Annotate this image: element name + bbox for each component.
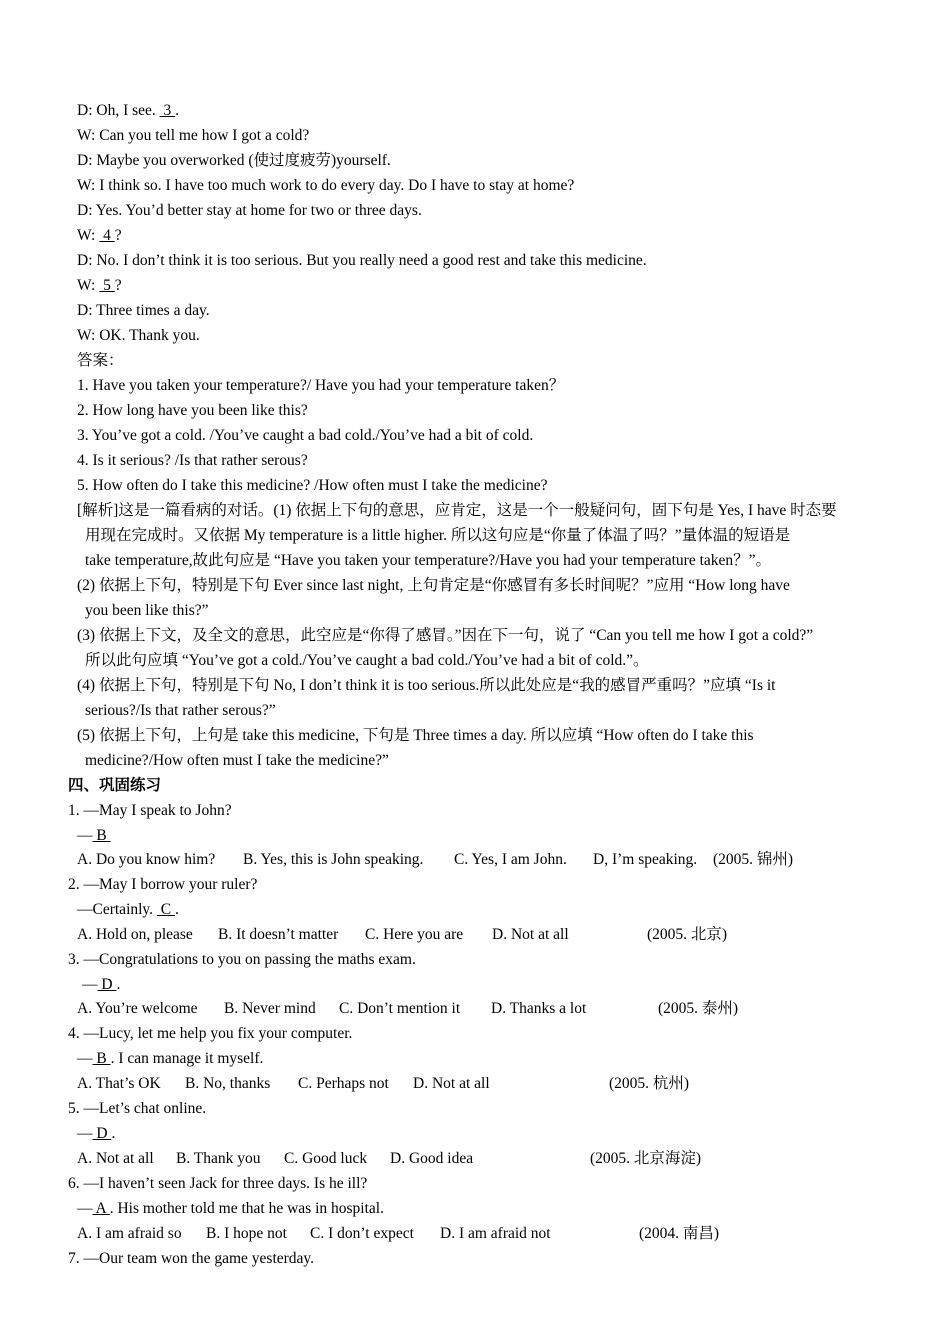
response-text: —	[82, 976, 98, 993]
dialogue-line: D: Yes. You’d better stay at home for two or three days.	[77, 202, 422, 219]
response-line	[77, 826, 111, 846]
response-text: . I can manage it myself.	[110, 1050, 264, 1067]
dialogue-text: .	[175, 102, 180, 119]
response-text: —	[77, 1050, 93, 1067]
dialogue-text: W:	[77, 277, 100, 294]
answer-item: 2. How long have you been like this?	[77, 402, 308, 419]
answer-item: 1. Have you taken your temperature?/ Have you had your temperature taken？	[77, 377, 565, 394]
option: C. Good luck	[284, 1150, 368, 1167]
question: 3. —Congratulations to you on passing the maths exam.	[68, 951, 416, 968]
option: A. Hold on, please	[77, 926, 193, 943]
analysis-line: you been like this?”	[85, 602, 209, 619]
option: C. Don’t mention it	[339, 1000, 461, 1017]
option: D. Thanks a lot	[491, 1000, 587, 1017]
source-tag: (2005. 杭州)	[609, 1075, 690, 1092]
option: A. That’s OK	[77, 1075, 161, 1092]
option: B. No, thanks	[185, 1075, 271, 1092]
response-text: .	[111, 1125, 116, 1142]
option: B. It doesn’t matter	[218, 926, 339, 943]
analysis-line: [解析]这是一篇看病的对话。(1) 依据上下句的意思，应肯定，这是一个一般疑问句，固下句是 Yes, I have 时态要	[77, 502, 837, 519]
dialogue-text: D: Oh, I see.	[77, 102, 160, 119]
source-tag: (2005. 北京)	[647, 926, 728, 943]
answers-heading: 答案：	[77, 352, 124, 369]
source-tag: (2005. 锦州)	[713, 851, 794, 868]
dialogue-text: ?	[114, 277, 122, 294]
response-text: —	[77, 1200, 93, 1217]
answer-blank: 4	[99, 227, 115, 244]
option: A. I am afraid so	[77, 1225, 182, 1242]
question: 2. —May I borrow your ruler?	[68, 876, 258, 893]
analysis-line: (5) 依据上下句，上句是 take this medicine, 下句是 Three times a day. 所以应填 “How often do I take this	[77, 727, 754, 744]
option: C. I don’t expect	[310, 1225, 414, 1242]
analysis-line: 所以此句应填 “You’ve got a cold./You’ve caught a bad cold./You’ve had a bit of cold.”。	[85, 652, 649, 669]
dialogue-text: ?	[114, 227, 122, 244]
analysis-line: serious?/Is that rather serous?”	[85, 702, 276, 719]
source-tag: (2004. 南昌)	[639, 1225, 720, 1242]
answer-item: 5. How often do I take this medicine? /How often must I take the medicine?	[77, 477, 548, 494]
question: 4. —Lucy, let me help you fix your computer.	[68, 1025, 353, 1042]
response-line	[77, 1199, 384, 1219]
option: C. Here you are	[365, 926, 464, 943]
option: A. Do you know him?	[77, 851, 216, 868]
question: 1. —May I speak to John?	[68, 802, 232, 819]
dialogue-line: D: Maybe you overworked (使过度疲劳)yourself.	[77, 152, 391, 169]
option: D, I’m speaking.	[593, 851, 698, 868]
response-text: .	[116, 976, 121, 993]
answer-blank: 3	[159, 102, 176, 119]
analysis-line: 用现在完成时。又依据 My temperature is a little higher. 所以这句应是“你量了体温了吗？”量体温的短语是	[85, 527, 791, 544]
dialogue-line: W: I think so. I have too much work to do every day. Do I have to stay at home?	[77, 177, 575, 194]
option: C. Yes, I am John.	[454, 851, 567, 868]
answer-item: 4. Is it serious? /Is that rather serous?	[77, 452, 308, 469]
analysis-line: (3) 依据上下文，及全文的意思，此空应是“你得了感冒。”因在下一句，说了 “Can you tell me how I got a cold?”	[77, 627, 814, 644]
answer-blank: B	[92, 1050, 111, 1067]
answer-item: 3. You’ve got a cold. /You’ve caught a bad cold./You’ve had a bit of cold.	[77, 427, 534, 444]
analysis-line: medicine?/How often must I take the medicine?”	[85, 752, 389, 769]
dialogue-line: W: OK. Thank you.	[77, 327, 200, 344]
option: A. You’re welcome	[77, 1000, 198, 1017]
response-text: —Certainly.	[77, 901, 157, 918]
option: D. I am afraid not	[440, 1225, 551, 1242]
answer-blank: 5	[99, 277, 115, 294]
dialogue-line: D: Three times a day.	[77, 302, 210, 319]
question: 5. —Let’s chat online.	[68, 1100, 207, 1117]
analysis-line: take temperature,故此句应是 “Have you taken your temperature?/Have you had your temperature taken？”。	[85, 552, 772, 569]
response-line	[77, 900, 179, 920]
dialogue-line	[77, 276, 122, 296]
answer-blank: B	[92, 827, 111, 844]
answer-blank: A	[92, 1200, 110, 1217]
analysis-line: (4) 依据上下句，特别是下句 No, I don’t think it is too serious.所以此处应是“我的感冒严重吗？”应填 “Is it	[77, 677, 776, 694]
response-text: . His mother told me that he was in hospital.	[109, 1200, 384, 1217]
dialogue-line	[77, 226, 122, 246]
dialogue-text: W:	[77, 227, 100, 244]
question: 7. —Our team won the game yesterday.	[68, 1250, 315, 1267]
option: D. Not at all	[492, 926, 569, 943]
response-line	[82, 975, 120, 995]
dialogue-line: D: No. I don’t think it is too serious. But you really need a good rest and take this medicine.	[77, 252, 647, 269]
option: B. Never mind	[224, 1000, 316, 1017]
dialogue-line: W: Can you tell me how I got a cold?	[77, 127, 310, 144]
option: B. I hope not	[206, 1225, 287, 1242]
response-text: —	[77, 827, 93, 844]
answer-blank: D	[97, 976, 117, 993]
section-title: 四、巩固练习	[68, 777, 162, 794]
question: 6. —I haven’t seen Jack for three days. Is he ill?	[68, 1175, 368, 1192]
analysis-line: (2) 依据上下句，特别是下句 Ever since last night, 上句肯定是“你感冒有多长时间呢？”应用 “How long have	[77, 577, 790, 594]
option: D. Not at all	[413, 1075, 490, 1092]
answer-blank: D	[92, 1125, 112, 1142]
response-line	[77, 1049, 263, 1069]
response-line	[77, 1124, 115, 1144]
option: B. Yes, this is John speaking.	[243, 851, 424, 868]
source-tag: (2005. 泰州)	[658, 1000, 739, 1017]
option: D. Good idea	[390, 1150, 474, 1167]
option: C. Perhaps not	[298, 1075, 389, 1092]
source-tag: (2005. 北京海淀)	[590, 1150, 702, 1167]
option: A. Not at all	[77, 1150, 154, 1167]
response-text: .	[175, 901, 179, 918]
dialogue-line	[77, 101, 179, 121]
answer-blank: C	[156, 901, 176, 918]
option: B. Thank you	[176, 1150, 261, 1167]
response-text: —	[77, 1125, 93, 1142]
